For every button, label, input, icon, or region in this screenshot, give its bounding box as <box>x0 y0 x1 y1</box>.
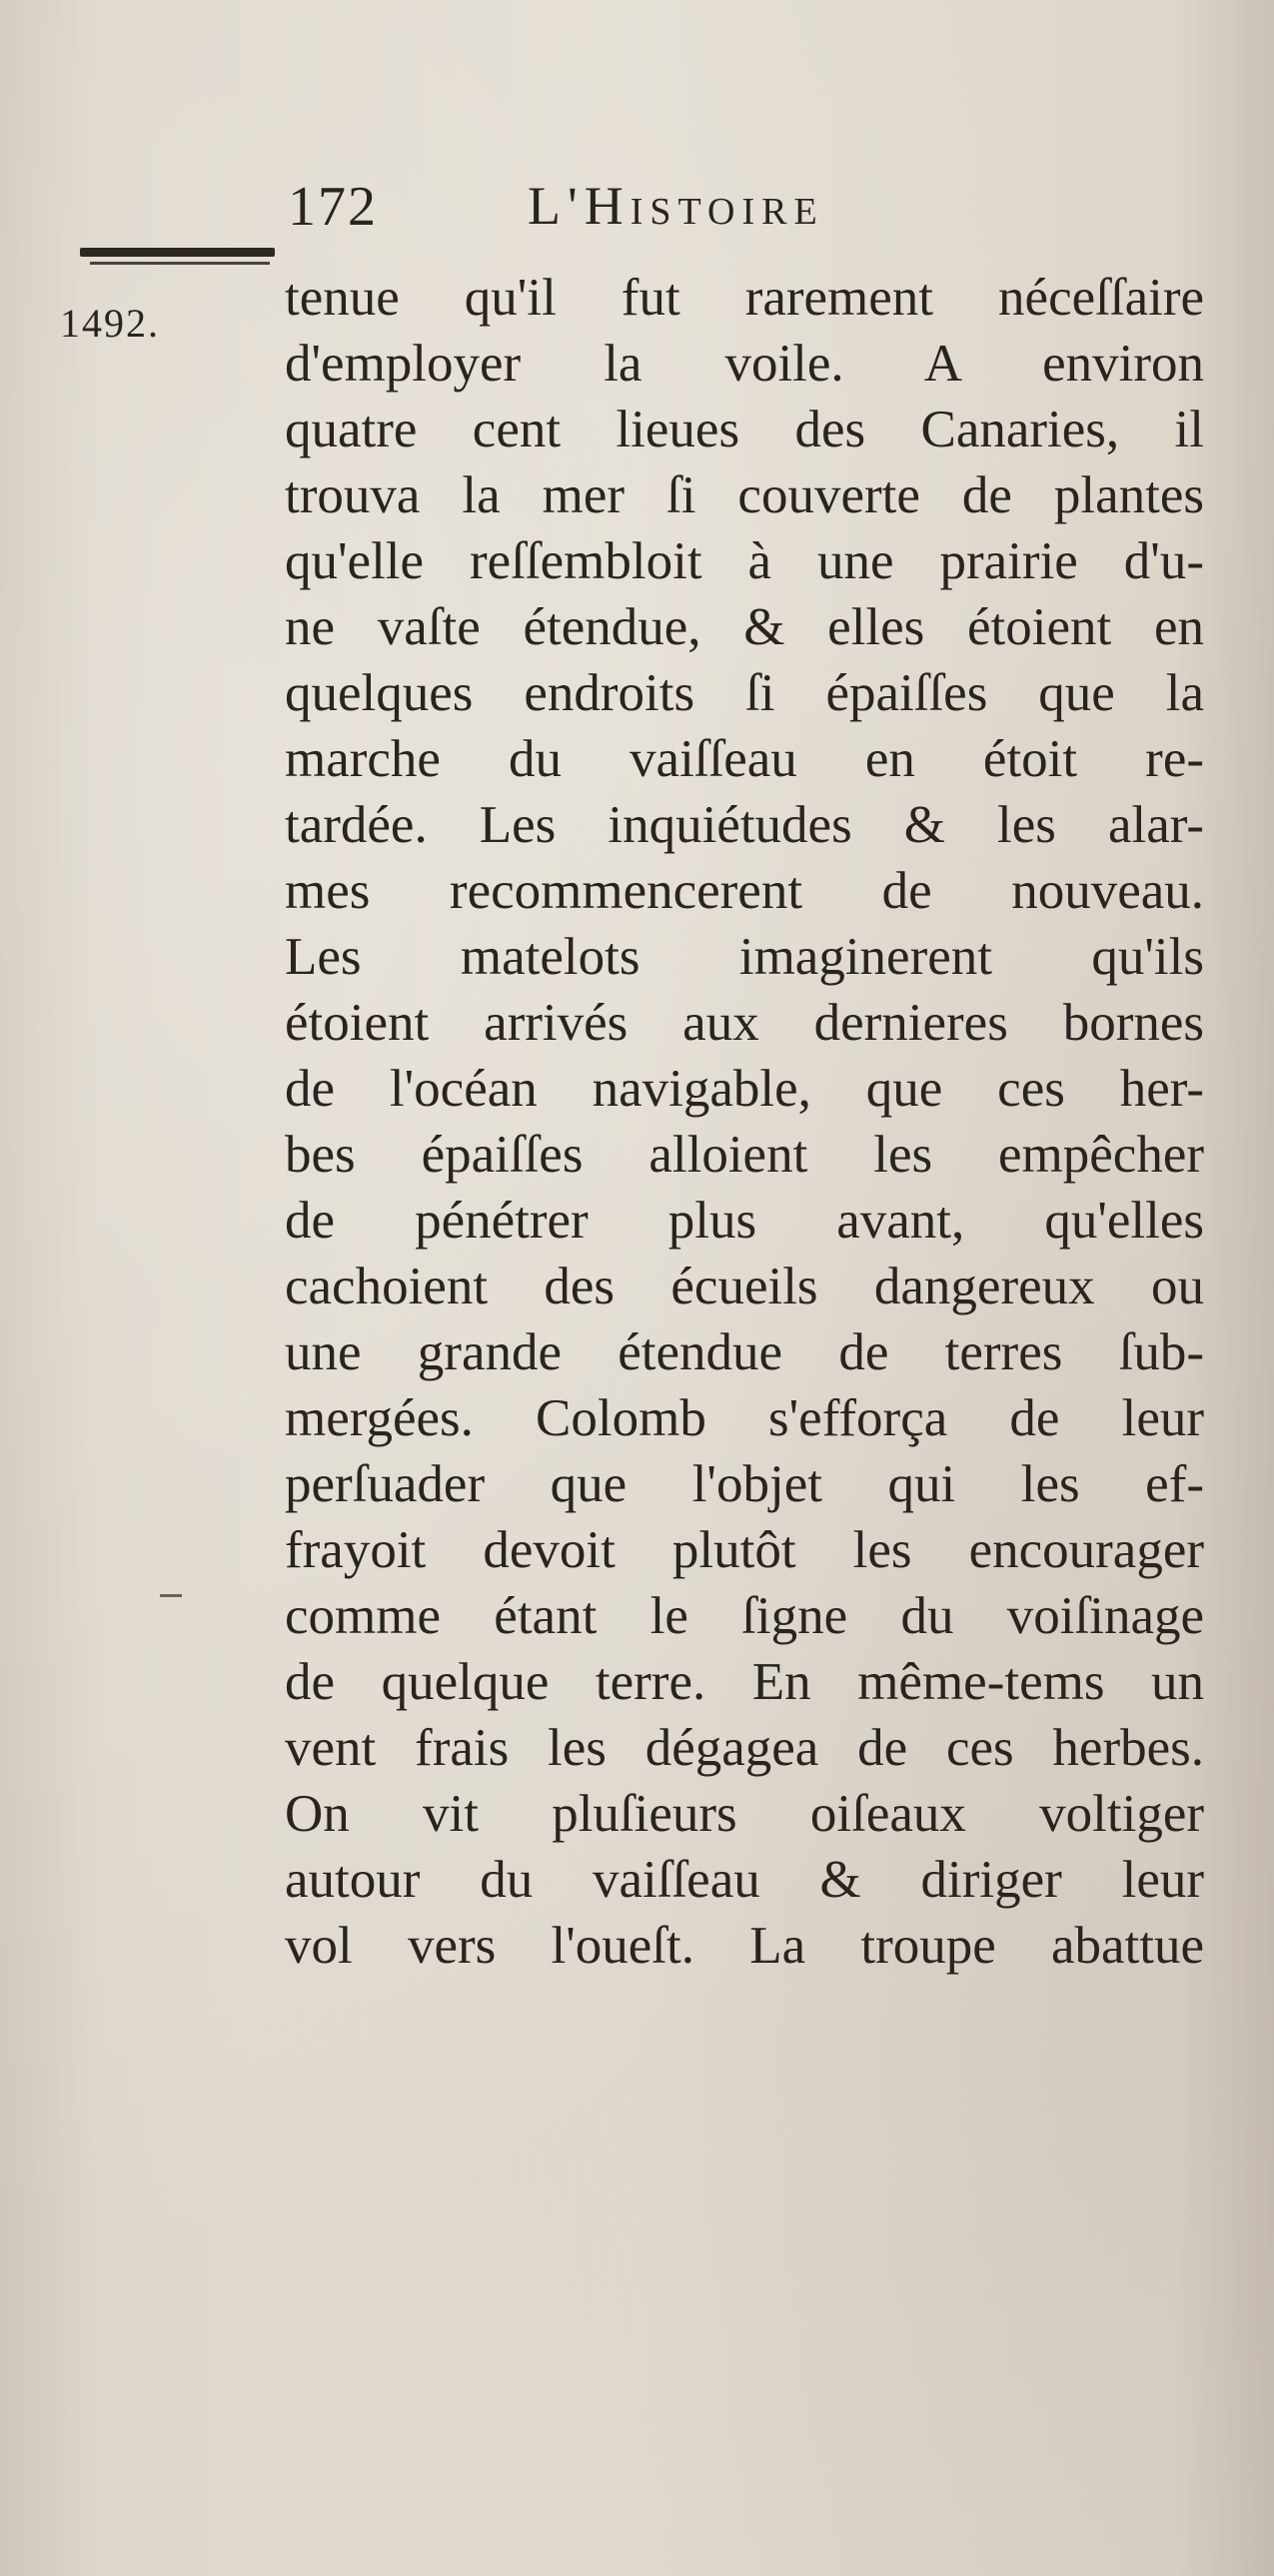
text-line: d'employer la voile. A environ <box>285 335 1204 393</box>
text-line: perſuader que l'objet qui les ef- <box>285 1455 1204 1513</box>
text-line: mergées. Colomb s'efforça de leur <box>285 1389 1204 1447</box>
text-line: une grande étendue de terres ſub- <box>285 1323 1204 1381</box>
text-line: de pénétrer plus avant, qu'elles <box>285 1192 1204 1250</box>
text-line: On vit pluſieurs oiſeaux voltiger <box>285 1785 1204 1843</box>
text-line: Les matelots imaginerent qu'ils <box>285 928 1204 986</box>
text-line: bes épaiſſes alloient les empêcher <box>285 1126 1204 1184</box>
text-line: frayoit devoit plutôt les encourager <box>285 1521 1204 1579</box>
margin-mark <box>160 1594 182 1597</box>
text-line: quatre cent lieues des Canaries, il <box>285 401 1204 458</box>
text-line: de l'océan navigable, que ces her- <box>285 1060 1204 1118</box>
text-line: marche du vaiſſeau en étoit re- <box>285 730 1204 788</box>
text-line: autour du vaiſſeau & diriger leur <box>285 1851 1204 1909</box>
page-number: 172 <box>288 176 378 238</box>
body-text <box>285 265 1204 2003</box>
text-line: comme étant le ſigne du voiſinage <box>285 1587 1204 1645</box>
text-line: quelques endroits ſi épaiſſes que la <box>285 664 1204 722</box>
header-rule-thin <box>90 262 270 265</box>
header-rule <box>80 248 275 257</box>
text-line: vol vers l'oueſt. La troupe abattue <box>285 1917 1204 1975</box>
text-line: vent frais les dégagea de ces herbes. <box>285 1719 1204 1777</box>
text-line: tenue qu'il fut rarement néceſſaire <box>285 269 1204 327</box>
text-line: tardée. Les inquiétudes & les alar- <box>285 796 1204 854</box>
text-line: trouva la mer ſi couverte de plantes <box>285 466 1204 524</box>
page-header <box>288 175 1087 255</box>
text-line: cachoient des écueils dangereux ou <box>285 1258 1204 1315</box>
text-line: étoient arrivés aux dernieres bornes <box>285 994 1204 1052</box>
margin-year-note: 1492. <box>60 301 160 346</box>
text-line: mes recommencerent de nouveau. <box>285 862 1204 920</box>
text-line: qu'elle reſſembloit à une prairie d'u- <box>285 532 1204 590</box>
text-line: de quelque terre. En même-tems un <box>285 1653 1204 1711</box>
running-head: L'Histoire <box>528 176 824 236</box>
text-line: ne vaſte étendue, & elles étoient en <box>285 598 1204 656</box>
